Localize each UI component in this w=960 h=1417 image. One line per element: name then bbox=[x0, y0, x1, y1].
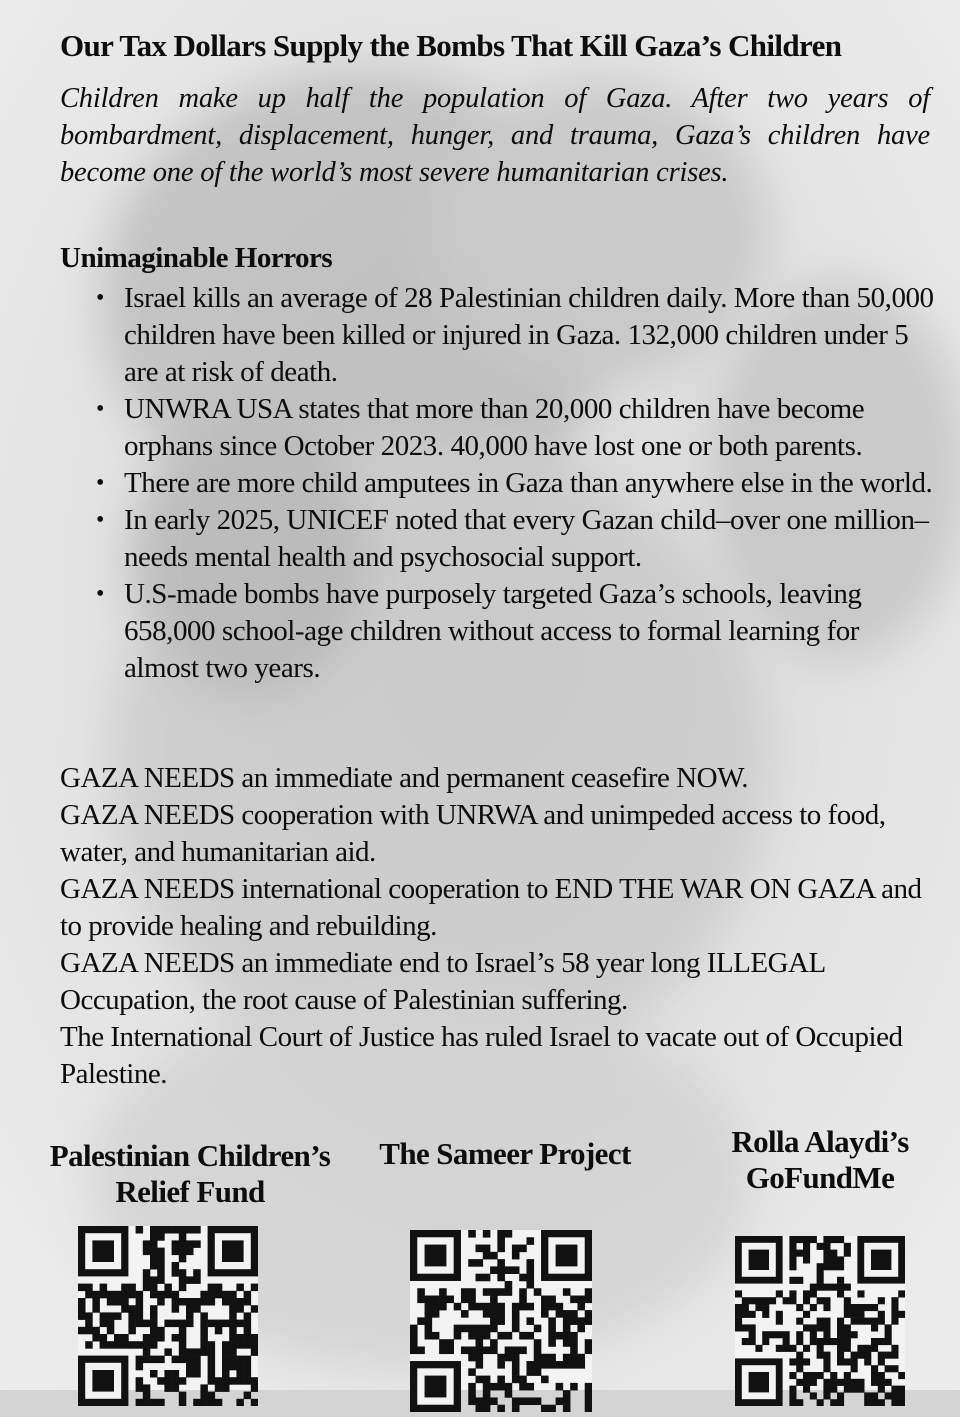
qr-block-pcrf bbox=[30, 1138, 350, 1210]
qr-code-sameer-icon bbox=[410, 1230, 592, 1412]
demand-line: GAZA NEEDS international cooperation to END THE WAR ON GAZA and to provide healing and rebuilding. bbox=[60, 873, 922, 942]
qr-code-gofundme[interactable] bbox=[735, 1236, 905, 1390]
qr-label-sameer: The Sameer Project bbox=[379, 1136, 631, 1171]
list-item: • Israel kills an average of 28 Palestinian children daily. More than 50,000 children have been killed or injured in Gaza. 132,000 children under 5 are at risk of death. bbox=[60, 280, 940, 391]
demand-line: GAZA NEEDS cooperation with UNRWA and unimpeded access to food, water, and humanitarian aid. bbox=[60, 799, 886, 868]
qr-code-pcrf-icon bbox=[78, 1226, 258, 1406]
qr-block-gofundme bbox=[680, 1124, 960, 1196]
qr-code-gofundme-icon bbox=[735, 1236, 905, 1406]
qr-code-pcrf[interactable] bbox=[78, 1226, 258, 1390]
demand-line: GAZA NEEDS an immediate and permanent ceasefire NOW. bbox=[60, 762, 749, 794]
qr-label-gofundme: Rolla Alaydi’s GoFundMe bbox=[731, 1124, 909, 1195]
page-title: Our Tax Dollars Supply the Bombs That Kill Gaza’s Children bbox=[60, 28, 842, 63]
section-heading: Unimaginable Horrors bbox=[60, 242, 333, 274]
list-item: • UNWRA USA states that more than 20,000 children have become orphans since October 2023. 40,000 have lost one or both parents. bbox=[60, 391, 940, 465]
qr-label-pcrf: Palestinian Children’s Relief Fund bbox=[49, 1138, 331, 1209]
demand-line: The International Court of Justice has ruled Israel to vacate out of Occupied Palestine. bbox=[60, 1021, 903, 1090]
demands-block bbox=[60, 760, 940, 1093]
qr-block-sameer bbox=[355, 1136, 655, 1172]
demand-line: GAZA NEEDS an immediate end to Israel’s 58 year long ILLEGAL Occupation, the root cause of Palestinian suffering. bbox=[60, 947, 825, 1016]
subtitle: Children make up half the population of Gaza. After two years of bombardment, displacement, hunger, and trauma, Gaza’s children have become one of the world’s most severe humanitarian crises. bbox=[60, 83, 930, 188]
horrors-list bbox=[60, 280, 940, 687]
list-item: • U.S-made bombs have purposely targeted Gaza’s schools, leaving 658,000 school-age children without access to formal learning for almost two years. bbox=[60, 576, 940, 687]
list-item: • There are more child amputees in Gaza than anywhere else in the world. bbox=[60, 465, 940, 502]
list-item: • In early 2025, UNICEF noted that every Gazan child–over one million–needs mental health and psychosocial support. bbox=[60, 502, 940, 576]
qr-code-sameer[interactable] bbox=[410, 1230, 592, 1390]
